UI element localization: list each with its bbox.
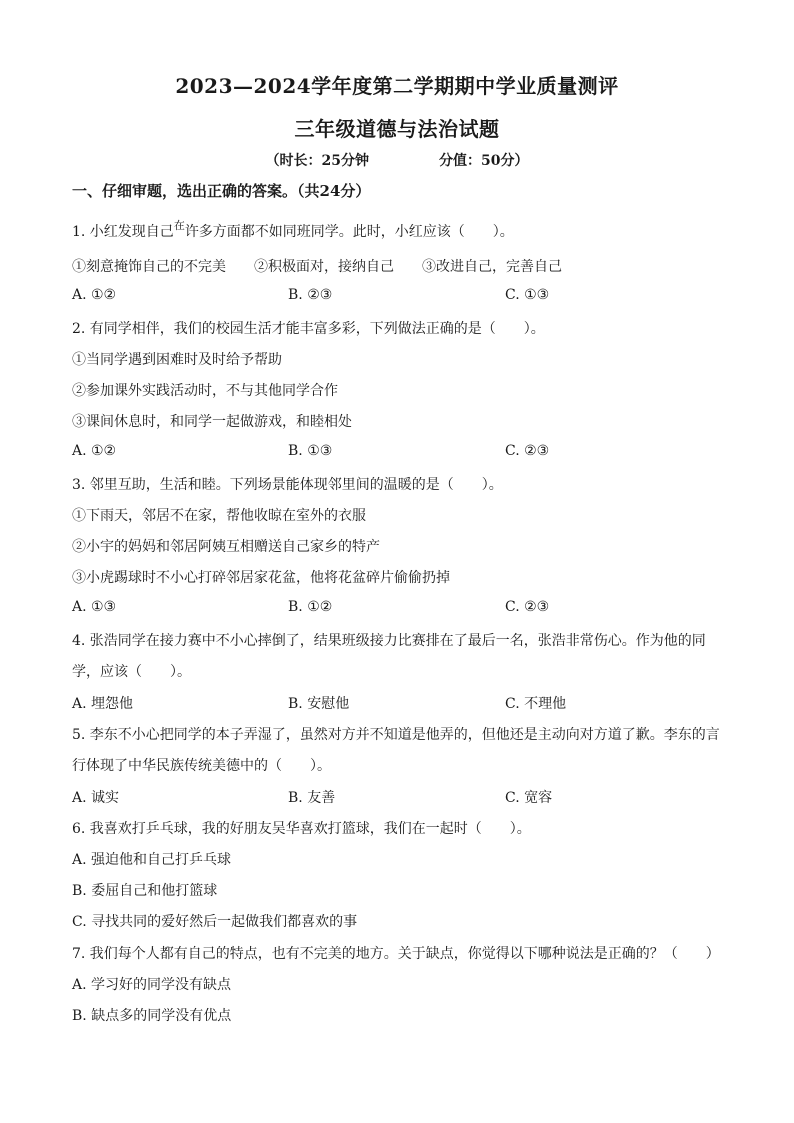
- question-3-option-c: C. ②③: [505, 599, 550, 615]
- question-2-statement-1: ①当同学遇到困难时及时给予帮助: [72, 352, 282, 368]
- exam-meta: [0, 150, 794, 170]
- question-1-option-b: B. ②③: [288, 287, 333, 303]
- question-6-option-c: C. 寻找共同的爱好然后一起做我们都喜欢的事: [72, 914, 358, 930]
- question-2-option-c: C. ②③: [505, 443, 550, 459]
- question-5-stem: 5. 李东不小心把同学的本子弄湿了，虽然对方并不知道是他弄的，但他还是主动向对方道了歉。李东的言: [72, 727, 720, 743]
- question-4-option-a: A. 埋怨他: [72, 696, 134, 712]
- question-3-option-b: B. ①②: [288, 599, 333, 615]
- question-3-statement-1: ①下雨天，邻居不在家，帮他收晾在室外的衣服: [72, 508, 366, 524]
- exam-subtitle: 三年级道德与法治试题: [294, 117, 500, 141]
- question-1-option-c: C. ①③: [505, 287, 550, 303]
- question-4-stem: 4. 张浩同学在接力赛中不小心摔倒了，结果班级接力比赛排在了最后一名，张浩非常伤心。作为他的同: [72, 633, 706, 649]
- question-1-statements: ①刻意掩饰自己的不完美 ②积极面对，接纳自己 ③改进自己，完善自己: [72, 259, 562, 275]
- question-2-stem: 2. 有同学相伴，我们的校园生活才能丰富多彩，下列做法正确的是（ ）。: [72, 321, 545, 337]
- question-3-stem: 3. 邻里互助，生活和睦。下列场景能体现邻里间的温暖的是（ ）。: [72, 477, 503, 493]
- question-5-stem-cont: 行体现了中华民族传统美德中的（ ）。: [72, 758, 331, 774]
- question-6-stem: 6. 我喜欢打乒乓球，我的好朋友吴华喜欢打篮球，我们在一起时（ ）。: [72, 821, 531, 837]
- question-2-statement-3: ③课间休息时，和同学一起做游戏，和睦相处: [72, 414, 352, 430]
- exam-score: 分值：50分）: [439, 153, 529, 169]
- section-heading: 一、仔细审题，选出正确的答案。（共24分）: [72, 182, 371, 200]
- question-6-option-b: B. 委屈自己和他打篮球: [72, 883, 218, 899]
- question-6-option-a: A. 强迫他和自己打乒乓球: [72, 852, 232, 868]
- question-1-stem: 1. 小红发现自己$^在$许多方面都不如同班同学。此时，小红应该（ ）。: [72, 219, 514, 240]
- question-3-statement-3: ③小虎踢球时不小心打碎邻居家花盆，他将花盆碎片偷偷扔掉: [72, 570, 450, 586]
- question-4-option-b: B. 安慰他: [288, 696, 350, 712]
- question-7-option-a: A. 学习好的同学没有缺点: [72, 977, 232, 993]
- question-2-option-b: B. ①③: [288, 443, 333, 459]
- question-5-option-a: A. 诚实: [72, 790, 120, 806]
- question-5-option-c: C. 宽容: [505, 790, 553, 806]
- question-7-stem: 7. 我们每个人都有自己的特点，也有不完美的地方。关于缺点，你觉得以下哪种说法是正确的？（ ）: [72, 946, 720, 962]
- question-7-option-b: B. 缺点多的同学没有优点: [72, 1008, 232, 1024]
- question-1-option-a: A. ①②: [72, 287, 117, 303]
- question-4-stem-cont: 学，应该（ ）。: [72, 664, 191, 680]
- question-3-option-a: A. ①③: [72, 599, 117, 615]
- exam-duration: （时长：25分钟: [265, 153, 369, 169]
- exam-title: 2023—2024学年度第二学期期中学业质量测评: [175, 74, 619, 98]
- question-4-option-c: C. 不理他: [505, 696, 567, 712]
- question-5-option-b: B. 友善: [288, 790, 336, 806]
- question-2-option-a: A. ①②: [72, 443, 117, 459]
- question-2-statement-2: ②参加课外实践活动时，不与其他同学合作: [72, 383, 338, 399]
- question-3-statement-2: ②小宇的妈妈和邻居阿姨互相赠送自己家乡的特产: [72, 539, 380, 555]
